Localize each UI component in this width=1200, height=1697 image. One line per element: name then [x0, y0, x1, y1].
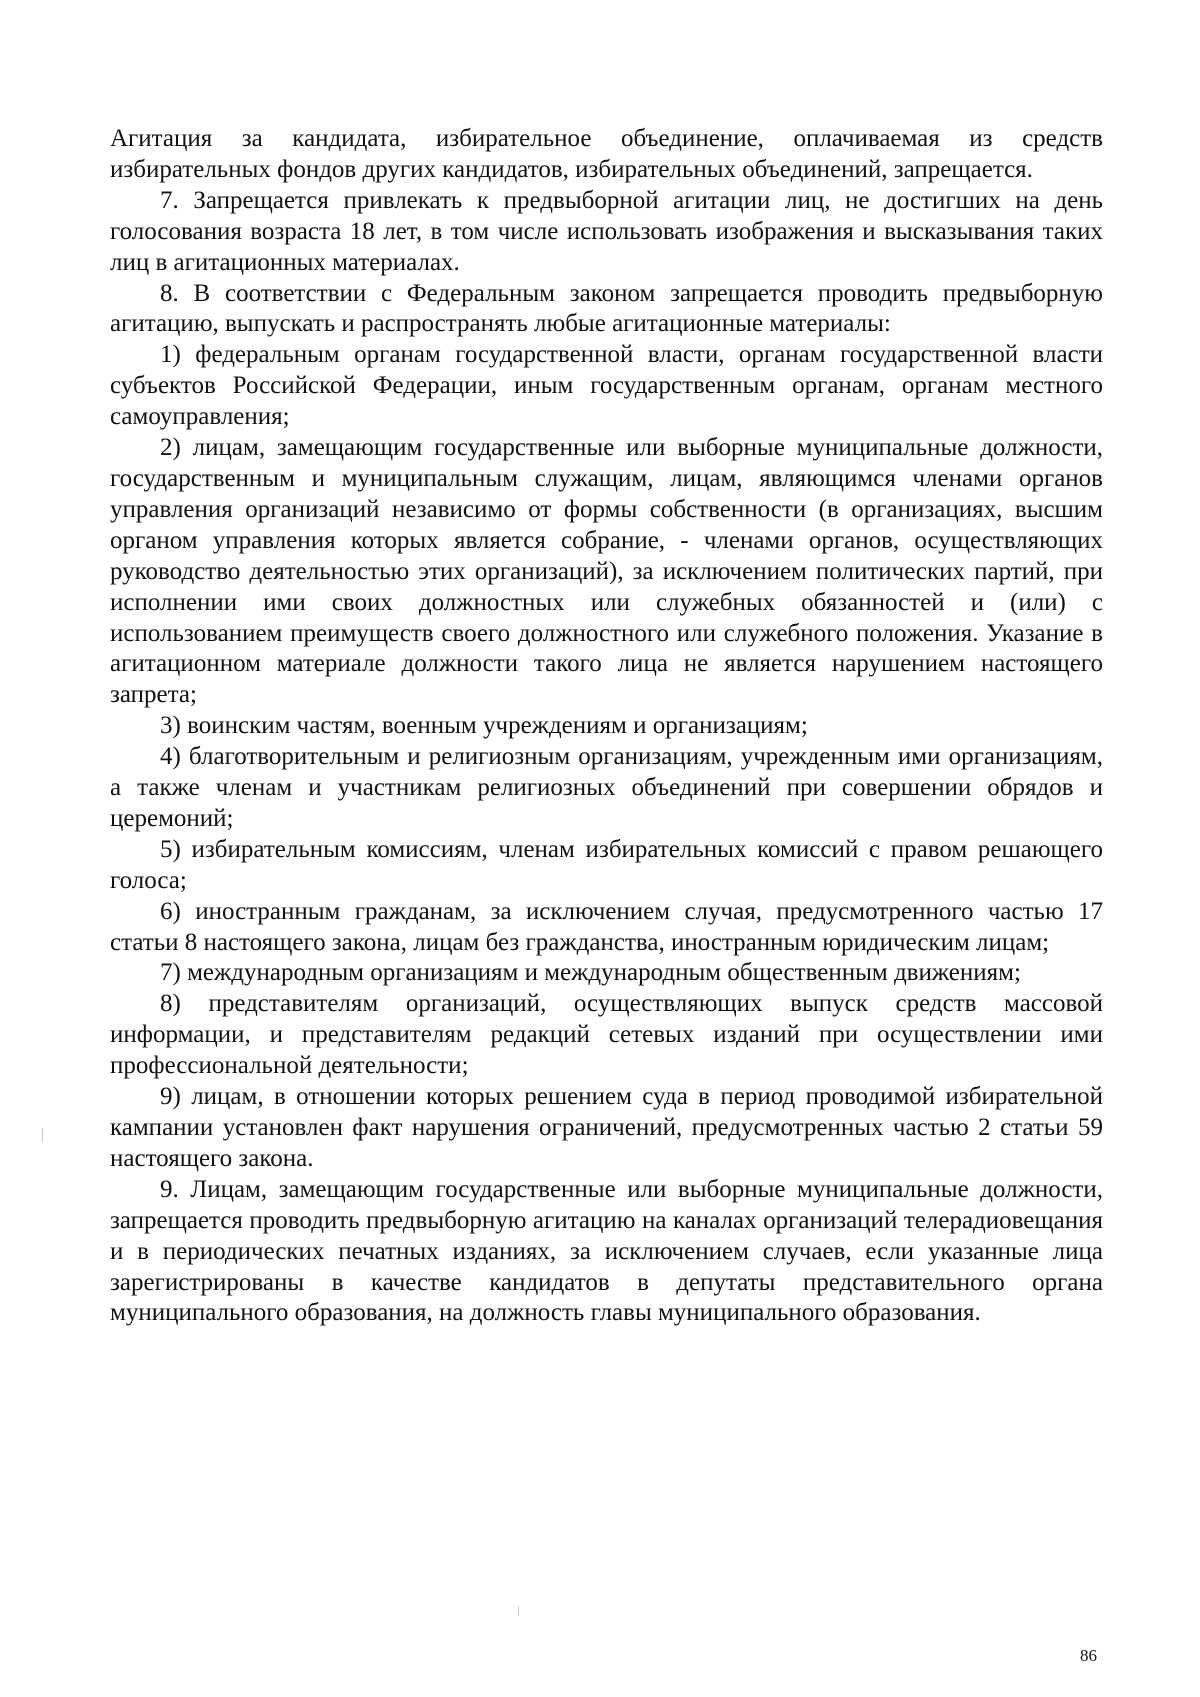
list-item-3: 3) воинским частям, военным учреждениям и организациям; [160, 712, 808, 740]
list-item-5: 5) избирательным комиссиям, членам избирательных комиссий с правом решающего голоса; [110, 835, 1103, 894]
scan-artifact [518, 1606, 519, 1616]
list-item-6: 6) иностранным гражданам, за исключением случая, предусмотренного частью 17 статьи 8 настоящего закона, лицам без гражданства, иностранным юридическим лицам; [110, 897, 1103, 956]
page-number: 86 [1080, 1646, 1097, 1665]
document-body [110, 124, 1103, 1329]
paragraph-item-9: 9. Лицам, замещающим государственные или выборные муниципальные должности, запрещается проводить предвыборную агитацию на каналах организаций телерадиовещания и в периодических печатных изданиях, за исключением случаев, если указанные лица зарегистрированы в качестве кандидатов в депутаты представительного органа муниципального образования, на должность главы муниципального образования. [110, 1175, 1103, 1327]
list-item-7: 7) международным организациям и международным общественным движениям; [160, 959, 1021, 987]
list-item-4: 4) благотворительным и религиозным организациям, учрежденным ими организациям, а также членам и участникам религиозных объединений при совершении обрядов и церемоний; [110, 743, 1103, 832]
paragraph-agitation-funds: Агитация за кандидата, избирательное объединение, оплачиваемая из средств избирательных фондов других кандидатов, избирательных объединений, запрещается. [110, 125, 1103, 183]
scan-artifact [42, 1128, 43, 1142]
list-item-1: 1) федеральным органам государственной власти, органам государственной власти субъектов Российской Федерации, иным государственным органам, органам местного самоуправления; [110, 341, 1103, 431]
paragraph-item-8: 8. В соответствии с Федеральным законом запрещается проводить предвыборную агитацию, выпускать и распространять любые агитационные материалы: [110, 279, 1103, 338]
list-item-9: 9) лицам, в отношении которых решением суда в период проводимой избирательной кампании установлен факт нарушения ограничений, предусмотренных частью 2 статьи 59 настоящего закона. [110, 1083, 1103, 1172]
list-item-8: 8) представителям организаций, осуществляющих выпуск средств массовой информации, и представителям редакций сетевых изданий при осуществлении ими профессиональной деятельности; [110, 990, 1103, 1080]
paragraph-item-7: 7. Запрещается привлекать к предвыборной агитации лиц, не достигших на день голосования возраста 18 лет, в том числе использовать изображения и высказывания таких лиц в агитационных материалах. [110, 186, 1103, 276]
list-item-2: 2) лицам, замещающим государственные или выборные муниципальные должности, государственным и муниципальным служащим, лицам, являющимся членами органов управления организаций независимо от формы собственности (в организациях, высшим органом управления которых является собрание, - членами органов, осуществляющих руководство деятельностью этих организаций), за исключением политических партий, при исполнении ими своих должностных или служебных обязанностей и (или) с использованием преимуществ своего должностного или служебного положения. Указание в агитационном материале должности такого лица не является нарушением настоящего запрета; [110, 434, 1103, 709]
